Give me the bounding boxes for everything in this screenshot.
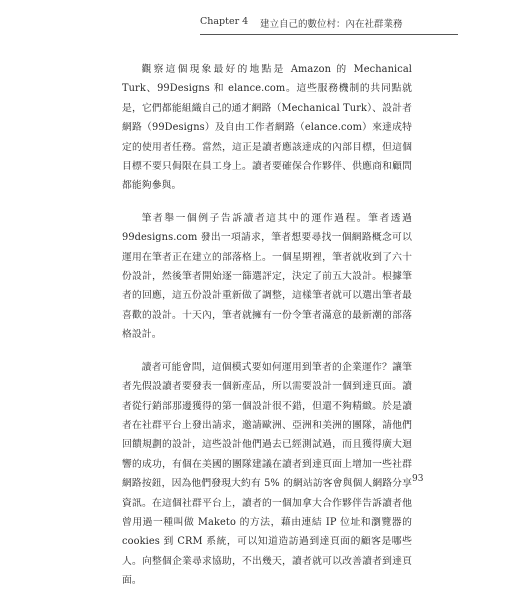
- body-text: [122, 60, 412, 604]
- running-header: [200, 15, 458, 31]
- paragraph: 筆者舉一個例子告訴讀者這其中的運作過程。筆者透過 99designs.com 發出一項請求，筆者想要尋找一個網路概念可以運用在筆者正在建立的部落格上。一個星期裡，筆者就收到了六十份設計，然後筆者開始逐一篩選評定，決定了前五大設計。根據筆者的回應，這五份設計重新做了調整，這樣筆者就可以選出筆者最喜歡的設計。十天內，筆者就擁有一份令筆者滿意的最新潮的部落格設計。: [122, 212, 412, 341]
- paragraph: 觀察這個現象最好的地點是 Amazon 的 Mechanical Turk、99Designs 和 elance.com。這些服務機制的共同點就是，它們都能組織自己的通才網路（Mechanical Turk）、設計者網路（99Designs）及自由工作者網路（elance.com）來達成特定的使用者任務。當然，這正是讀者應該達成的內部目標，但這個目標不要只侷限在員工身上。讀者要確保合作夥伴、供應商和顧問都能夠參與。: [122, 64, 412, 192]
- page-number: 93: [412, 474, 424, 484]
- chapter-title: 建立自己的數位村：內在社群業務: [260, 19, 403, 30]
- paragraph: 讀者可能會問，這個模式要如何運用到筆者的企業運作？讓筆者先假設讀者要發表一個新產品，所以需要設計一個到達頁面。讀者從行銷部那邊獲得的第一個設計很不錯，但還不夠精緻。於是讀者在社群平台上發出請求，邀請歐洲、亞洲和美洲的團隊，請他們回饋規劃的設計，這些設計他們過去已經測試過，而且獲得廣大迴響的成功，有個在美國的團隊建議在讀者到達頁面上增加一些社群網路按鈕，因為他們發現大約有 5% 的網站訪客會與個人網路分享資訊。在這個社群平台上，讀者的一個加拿大合作夥伴告訴讀者他曾用過一種叫做 Maketo 的方法，藉由連結 IP 位址和瀏覽器的 cookies 到 CRM 系統，可以知道造訪過到達頁面的顧客是哪些人。向整個企業尋求協助，不出幾天，讀者就可以改善讀者到達頁面。: [122, 361, 412, 587]
- chapter-label: Chapter 4: [200, 16, 249, 27]
- header-rule: [200, 34, 458, 35]
